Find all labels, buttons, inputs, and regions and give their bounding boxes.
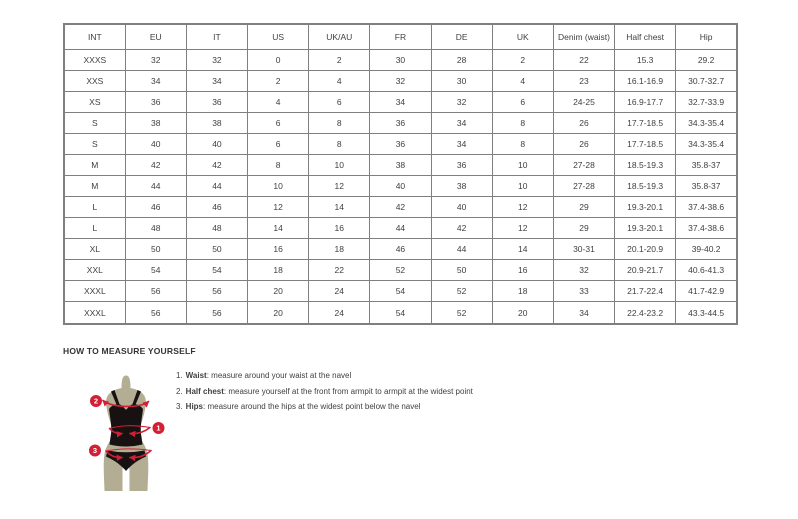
table-cell: 24	[309, 281, 370, 302]
table-cell: 6	[309, 92, 370, 113]
table-cell: 4	[309, 71, 370, 92]
table-cell: 34	[370, 92, 431, 113]
column-header: INT	[64, 24, 125, 50]
table-cell: 20	[492, 302, 553, 324]
table-cell: 39-40.2	[676, 239, 737, 260]
table-cell: 42	[370, 197, 431, 218]
measure-step-half-chest	[176, 387, 473, 396]
table-row	[64, 113, 737, 134]
column-header: Denim (waist)	[553, 24, 614, 50]
size-label-cell: XL	[64, 239, 125, 260]
table-row	[64, 92, 737, 113]
table-cell: 16	[248, 239, 309, 260]
size-label-cell: XXS	[64, 71, 125, 92]
table-cell: 29.2	[676, 50, 737, 71]
table-cell: 34	[431, 134, 492, 155]
step-text: : measure around the hips at the widest point below the navel	[203, 402, 421, 411]
hips-badge-number: 3	[92, 446, 98, 456]
step-text: : measure around your waist at the navel	[206, 371, 352, 380]
table-cell: 46	[186, 197, 247, 218]
chest-badge	[90, 395, 102, 407]
table-cell: 50	[186, 239, 247, 260]
table-cell: 18	[248, 260, 309, 281]
table-cell: 40	[370, 176, 431, 197]
size-label-cell: S	[64, 113, 125, 134]
table-cell: 48	[186, 218, 247, 239]
table-cell: 12	[492, 218, 553, 239]
size-label-cell: L	[64, 218, 125, 239]
table-cell: 54	[186, 260, 247, 281]
step-number: 3.	[176, 402, 183, 411]
table-header-row	[64, 24, 737, 50]
table-cell: 56	[125, 302, 186, 324]
table-row	[64, 176, 737, 197]
table-row	[64, 302, 737, 324]
table-cell: 46	[125, 197, 186, 218]
table-cell: 40	[125, 134, 186, 155]
table-cell: 4	[492, 71, 553, 92]
table-row	[64, 134, 737, 155]
table-cell: 32.7-33.9	[676, 92, 737, 113]
table-cell: 32	[370, 71, 431, 92]
table-cell: 38	[431, 176, 492, 197]
table-row	[64, 50, 737, 71]
step-label: Hips	[185, 402, 204, 411]
table-cell: 6	[248, 134, 309, 155]
table-cell: 10	[492, 176, 553, 197]
table-cell: 22	[309, 260, 370, 281]
table-cell: 2	[492, 50, 553, 71]
table-cell: 38	[125, 113, 186, 134]
table-cell: 18.5-19.3	[615, 155, 676, 176]
table-cell: 34.3-35.4	[676, 134, 737, 155]
size-label-cell: M	[64, 176, 125, 197]
table-cell: 27-28	[553, 155, 614, 176]
table-cell: 4	[248, 92, 309, 113]
table-cell: 18	[309, 239, 370, 260]
table-cell: 44	[370, 218, 431, 239]
table-cell: 30	[431, 71, 492, 92]
table-cell: 6	[248, 113, 309, 134]
table-cell: 52	[431, 281, 492, 302]
column-header: US	[248, 24, 309, 50]
table-cell: 34	[553, 302, 614, 324]
table-cell: 36	[125, 92, 186, 113]
table-cell: 56	[125, 281, 186, 302]
table-cell: 20	[248, 281, 309, 302]
table-cell: 52	[370, 260, 431, 281]
table-cell: 12	[309, 176, 370, 197]
table-cell: 52	[431, 302, 492, 324]
table-cell: 36	[431, 155, 492, 176]
column-header: Hip	[676, 24, 737, 50]
table-cell: 42	[125, 155, 186, 176]
table-cell: 33	[553, 281, 614, 302]
table-row	[64, 260, 737, 281]
table-cell: 8	[309, 113, 370, 134]
table-row	[64, 197, 737, 218]
table-cell: 6	[492, 92, 553, 113]
table-cell: 34	[431, 113, 492, 134]
table-cell: 29	[553, 197, 614, 218]
column-header: UK	[492, 24, 553, 50]
column-header: DE	[431, 24, 492, 50]
step-label: Waist	[185, 371, 207, 380]
table-cell: 2	[309, 50, 370, 71]
table-cell: 26	[553, 134, 614, 155]
table-cell: 20.9-21.7	[615, 260, 676, 281]
table-cell: 38	[370, 155, 431, 176]
table-cell: 56	[186, 281, 247, 302]
table-cell: 8	[492, 113, 553, 134]
table-cell: 36	[186, 92, 247, 113]
measurement-figure	[78, 366, 178, 496]
table-cell: 36	[370, 134, 431, 155]
table-cell: 32	[431, 92, 492, 113]
table-cell: 37.4-38.6	[676, 218, 737, 239]
size-label-cell: XS	[64, 92, 125, 113]
table-cell: 2	[248, 71, 309, 92]
table-row	[64, 155, 737, 176]
hips-badge	[89, 445, 101, 457]
table-cell: 40.6-41.3	[676, 260, 737, 281]
size-label-cell: XXL	[64, 260, 125, 281]
table-cell: 22.4-23.2	[615, 302, 676, 324]
size-label-cell: XXXS	[64, 50, 125, 71]
table-cell: 24	[309, 302, 370, 324]
table-cell: 50	[431, 260, 492, 281]
table-cell: 32	[125, 50, 186, 71]
column-header: EU	[125, 24, 186, 50]
table-row	[64, 281, 737, 302]
waist-badge-number: 1	[156, 423, 161, 433]
table-row	[64, 218, 737, 239]
table-cell: 0	[248, 50, 309, 71]
table-cell: 14	[492, 239, 553, 260]
size-chart-table	[63, 23, 738, 325]
table-cell: 24-25	[553, 92, 614, 113]
measure-steps-list	[176, 371, 473, 418]
table-cell: 23	[553, 71, 614, 92]
table-cell: 19.3-20.1	[615, 218, 676, 239]
size-label-cell: S	[64, 134, 125, 155]
table-cell: 20	[248, 302, 309, 324]
table-row	[64, 239, 737, 260]
column-header: IT	[186, 24, 247, 50]
table-cell: 40	[186, 134, 247, 155]
table-cell: 54	[125, 260, 186, 281]
table-cell: 35.8-37	[676, 176, 737, 197]
table-cell: 8	[248, 155, 309, 176]
table-cell: 17.7-18.5	[615, 134, 676, 155]
size-label-cell: M	[64, 155, 125, 176]
table-cell: 28	[431, 50, 492, 71]
table-cell: 30.7-32.7	[676, 71, 737, 92]
table-cell: 44	[125, 176, 186, 197]
step-number: 2.	[176, 386, 183, 396]
table-cell: 34	[186, 71, 247, 92]
table-cell: 34	[125, 71, 186, 92]
table-cell: 44	[431, 239, 492, 260]
column-header: UK/AU	[309, 24, 370, 50]
table-cell: 46	[370, 239, 431, 260]
measure-step-waist	[176, 371, 473, 380]
size-label-cell: L	[64, 197, 125, 218]
table-cell: 16.1-16.9	[615, 71, 676, 92]
table-cell: 42	[186, 155, 247, 176]
table-cell: 14	[248, 218, 309, 239]
table-cell: 32	[553, 260, 614, 281]
waist-badge	[153, 422, 165, 434]
table-cell: 32	[186, 50, 247, 71]
table-cell: 15.3	[615, 50, 676, 71]
table-cell: 8	[492, 134, 553, 155]
table-cell: 18.5-19.3	[615, 176, 676, 197]
table-cell: 54	[370, 281, 431, 302]
table-cell: 12	[492, 197, 553, 218]
table-cell: 37.4-38.6	[676, 197, 737, 218]
how-to-measure-title: HOW TO MEASURE YOURSELF	[63, 346, 196, 356]
table-cell: 29	[553, 218, 614, 239]
table-cell: 34.3-35.4	[676, 113, 737, 134]
table-row	[64, 71, 737, 92]
table-cell: 19.3-20.1	[615, 197, 676, 218]
table-cell: 10	[492, 155, 553, 176]
table-cell: 26	[553, 113, 614, 134]
size-label-cell: XXXL	[64, 281, 125, 302]
table-cell: 50	[125, 239, 186, 260]
size-label-cell: XXXL	[64, 302, 125, 324]
measure-step-hips	[176, 402, 473, 411]
table-cell: 10	[248, 176, 309, 197]
table-cell: 14	[309, 197, 370, 218]
column-header: Half chest	[615, 24, 676, 50]
table-cell: 18	[492, 281, 553, 302]
table-cell: 12	[248, 197, 309, 218]
table-cell: 41.7-42.9	[676, 281, 737, 302]
table-cell: 16	[309, 218, 370, 239]
chest-badge-number: 2	[93, 396, 99, 406]
table-cell: 42	[431, 218, 492, 239]
table-cell: 38	[186, 113, 247, 134]
table-cell: 30	[370, 50, 431, 71]
table-cell: 17.7-18.5	[615, 113, 676, 134]
table-cell: 43.3-44.5	[676, 302, 737, 324]
table-cell: 21.7-22.4	[615, 281, 676, 302]
table-cell: 16	[492, 260, 553, 281]
table-cell: 30-31	[553, 239, 614, 260]
step-text: : measure yourself at the front from armpit to armpit at the widest point	[223, 386, 473, 396]
table-cell: 36	[370, 113, 431, 134]
table-cell: 8	[309, 134, 370, 155]
table-cell: 22	[553, 50, 614, 71]
table-cell: 44	[186, 176, 247, 197]
table-cell: 27-28	[553, 176, 614, 197]
table-cell: 56	[186, 302, 247, 324]
table-cell: 16.9-17.7	[615, 92, 676, 113]
mannequin-illustration	[78, 366, 178, 496]
column-header: FR	[370, 24, 431, 50]
step-number: 1.	[176, 371, 183, 380]
table-cell: 10	[309, 155, 370, 176]
table-cell: 48	[125, 218, 186, 239]
step-label: Half chest	[185, 386, 224, 396]
table-cell: 40	[431, 197, 492, 218]
table-cell: 20.1-20.9	[615, 239, 676, 260]
table-cell: 35.8-37	[676, 155, 737, 176]
table-cell: 54	[370, 302, 431, 324]
